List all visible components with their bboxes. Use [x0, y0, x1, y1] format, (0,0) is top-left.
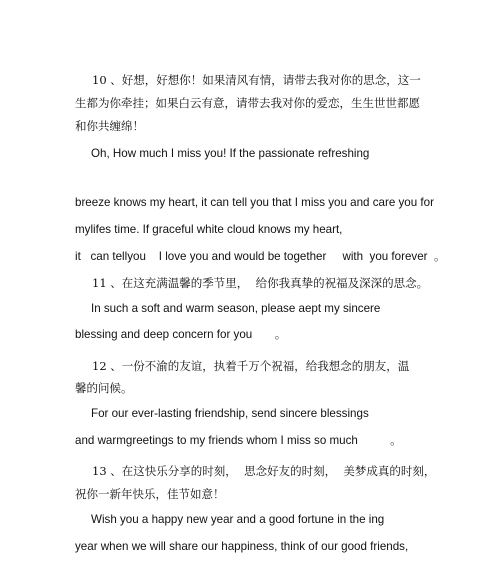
- text-line: 生都为你牵挂；如果白云有意，请带去我对你的爱恋，生生世世都愿: [75, 96, 420, 110]
- text-line: and warmgreetings to my friends whom I miss so much 。: [75, 434, 402, 447]
- text-line: In such a soft and warm season, please aept my sincere: [91, 302, 381, 315]
- text-line: 祝你一新年快乐，佳节如意！: [75, 487, 225, 501]
- text-line: 馨的问候。: [75, 381, 133, 395]
- text-line: mylifes time. If graceful white cloud knows my heart,: [75, 223, 343, 236]
- text-line: 11 、在这充满温馨的季节里， 给你我真挚的祝福及深深的思念。: [92, 276, 429, 290]
- text-line: it can tellyou I love you and would be together with you forever 。: [75, 250, 446, 263]
- text-line: For our ever-lasting friendship, send sincere blessings: [91, 407, 369, 420]
- text-line: 10 、好想，好想你！如果清风有情，请带去我对你的思念，这一: [92, 73, 421, 87]
- text-line: Wish you a happy new year and a good fortune in the ing: [91, 513, 385, 526]
- text-line: 和你共缠绵！: [75, 119, 144, 133]
- text-line: 12 、一份不渝的友谊，执着千万个祝福，给我想念的朋友，温: [92, 359, 410, 373]
- text-line: year when we will share our happiness, think of our good friends,: [75, 540, 409, 553]
- text-line: 13 、在这快乐分享的时刻， 思念好友的时刻， 美梦成真的时刻，: [92, 464, 436, 478]
- text-line: Oh, How much I miss you! If the passionate refreshing: [91, 147, 370, 160]
- text-line: breeze knows my heart, it can tell you that I miss you and care you for: [75, 196, 434, 209]
- text-line: blessing and deep concern for you 。: [75, 328, 287, 341]
